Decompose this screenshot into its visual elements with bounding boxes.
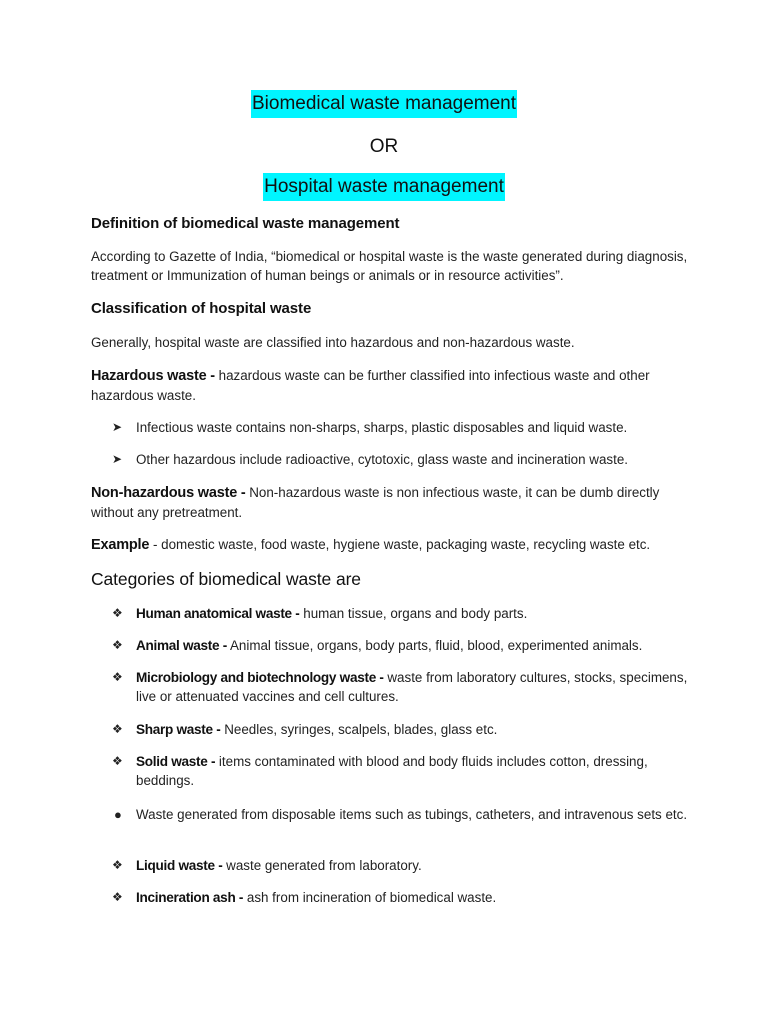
category-term: Sharp waste - [136,722,221,737]
alt-title-row [0,176,768,198]
list-item-content [136,856,696,875]
diamond-bullet-icon: ❖ [112,754,123,768]
classification-text: Generally, hospital waste are classified into hazardous and non-hazardous waste. [91,335,575,350]
category-term: Liquid waste - [136,858,223,873]
category-term: Solid waste - [136,754,216,769]
categories-heading: Categories of biomedical waste are [91,569,361,589]
definition-text: According to Gazette of India, “biomedical or hospital waste is the waste generated during diagnosis, treatment or Immunization of human beings or animals or in resource activities”. [91,249,688,283]
list-item-content [136,752,696,790]
category-term: Microbiology and biotechnology waste - [136,670,384,685]
category-term: Incineration ash - [136,890,244,905]
category-text: waste from laboratory cultures, stocks, specimens, live or attenuated vaccines and cell cultures. [136,670,688,704]
dot-bullet-icon: ● [114,807,122,822]
list-item-text: Other hazardous include radioactive, cytotoxic, glass waste and incineration waste. [136,452,628,467]
list-item-content [136,888,696,907]
category-text: items contaminated with blood and body fluids includes cotton, dressing, beddings. [136,754,648,788]
or-row [0,136,768,158]
title-row [0,93,768,115]
category-text: Needles, syringes, scalpels, blades, glass etc. [220,722,498,737]
category-text: ash from incineration of biomedical waste. [243,890,497,905]
category-text: waste generated from laboratory. [222,858,422,873]
non-hazardous-text: Non-hazardous waste is non infectious waste, it can be dumb directly without any pretreatment. [91,485,660,520]
category-term: Animal waste - [136,638,227,653]
arrow-bullet-icon: ➤ [112,452,123,466]
list-item-content [136,668,696,706]
category-text: human tissue, organs and body parts. [299,606,528,621]
category-text: Waste generated from disposable items such as tubings, catheters, and intravenous sets etc. [136,807,688,822]
hazardous-term: Hazardous waste - [91,368,215,384]
alt-title: Hospital waste management [263,173,505,201]
page-title: Biomedical waste management [251,90,517,118]
diamond-bullet-icon: ❖ [112,722,123,736]
diamond-bullet-icon: ❖ [112,606,123,620]
category-text: Animal tissue, organs, body parts, fluid, blood, experimented animals. [226,638,643,653]
arrow-bullet-icon: ➤ [112,420,123,434]
category-term: Human anatomical waste - [136,606,300,621]
hazardous-text: hazardous waste can be further classified into infectious waste and other hazardous waste. [91,368,650,403]
example-paragraph [91,535,691,555]
non-hazardous-paragraph [91,483,691,522]
or-separator: OR [369,136,399,157]
classification-heading: Classification of hospital waste [91,300,312,317]
diamond-bullet-icon: ❖ [112,858,123,872]
non-hazardous-term: Non-hazardous waste - [91,485,246,501]
hazardous-paragraph [91,366,691,405]
example-term: Example [91,537,150,553]
diamond-bullet-icon: ❖ [112,670,123,684]
example-text: - domestic waste, food waste, hygiene waste, packaging waste, recycling waste etc. [149,537,651,552]
list-item-content [136,636,696,655]
diamond-bullet-icon: ❖ [112,638,123,652]
list-item-text: Infectious waste contains non-sharps, sharps, plastic disposables and liquid waste. [136,420,628,435]
list-item-content [136,720,696,739]
list-item-content [136,604,696,623]
diamond-bullet-icon: ❖ [112,890,123,904]
definition-heading: Definition of biomedical waste management [91,215,400,232]
list-item-content [136,805,696,824]
